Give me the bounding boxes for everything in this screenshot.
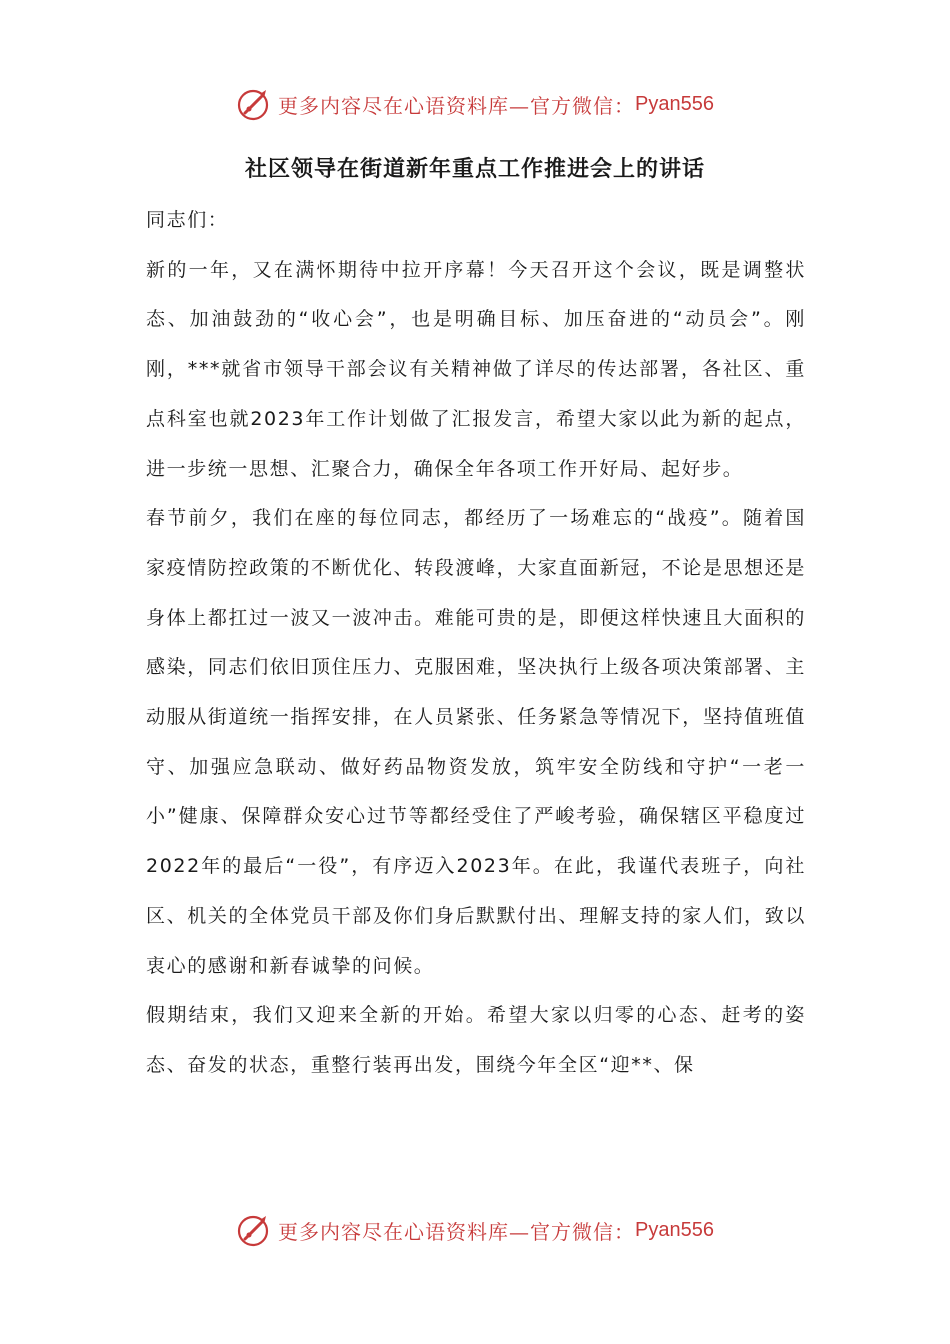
footer-banner bbox=[0, 1208, 950, 1252]
paragraph: 假期结束，我们又迎来全新的开始。希望大家以归零的心态、赶考的姿态、奋发的状态，重整行装再出发，围绕今年全区“迎**、保 bbox=[146, 1004, 806, 1076]
document-body bbox=[146, 196, 806, 1091]
paragraph: 春节前夕，我们在座的每位同志，都经历了一场难忘的“战疫”。随着国家疫情防控政策的不断优化、转段渡峰，大家直面新冠，不论是思想还是身体上都扛过一波又一波冲击。难能可贵的是，即便这样快速且大面积的感染，同志们依旧顶住压力、克服困难，坚决执行上级各项决策部署、主动服从街道统一指挥安排，在人员紧张、任务紧急等情况下，坚持值班值守、加强应急联动、做好药品物资发放，筑牢安全防线和守护“一老一小”健康、保障群众安心过节等都经受住了严峻考验，确保辖区平稳度过2022年的最后“一役”，有序迈入2023年。在此，我谨代表班子，向社区、机关的全体党员干部及你们身后默默付出、理解支持的家人们，致以衷心的感谢和新春诚挚的问候。 bbox=[146, 507, 806, 977]
pen-logo-icon bbox=[236, 1212, 272, 1248]
pen-logo-icon bbox=[236, 86, 272, 122]
footer-banner-id: Pyan556 bbox=[635, 1218, 714, 1241]
salutation: 同志们： bbox=[146, 209, 229, 231]
header-banner-text: 更多内容尽在心语资料库—官方微信： bbox=[278, 93, 636, 118]
paragraph: 新的一年，又在满怀期待中拉开序幕！今天召开这个会议，既是调整状态、加油鼓劲的“收心会”，也是明确目标、加压奋进的“动员会”。刚刚，***就省市领导干部会议有关精神做了详尽的传达部署，各社区、重点科室也就2023年工作计划做了汇报发言，希望大家以此为新的起点，进一步统一思想、汇聚合力，确保全年各项工作开好局、起好步。 bbox=[146, 258, 806, 480]
footer-banner-text: 更多内容尽在心语资料库—官方微信： bbox=[278, 1219, 636, 1244]
header-banner bbox=[0, 82, 950, 126]
header-banner-id: Pyan556 bbox=[635, 92, 714, 115]
document-title: 社区领导在街道新年重点工作推进会上的讲话 bbox=[244, 156, 705, 182]
